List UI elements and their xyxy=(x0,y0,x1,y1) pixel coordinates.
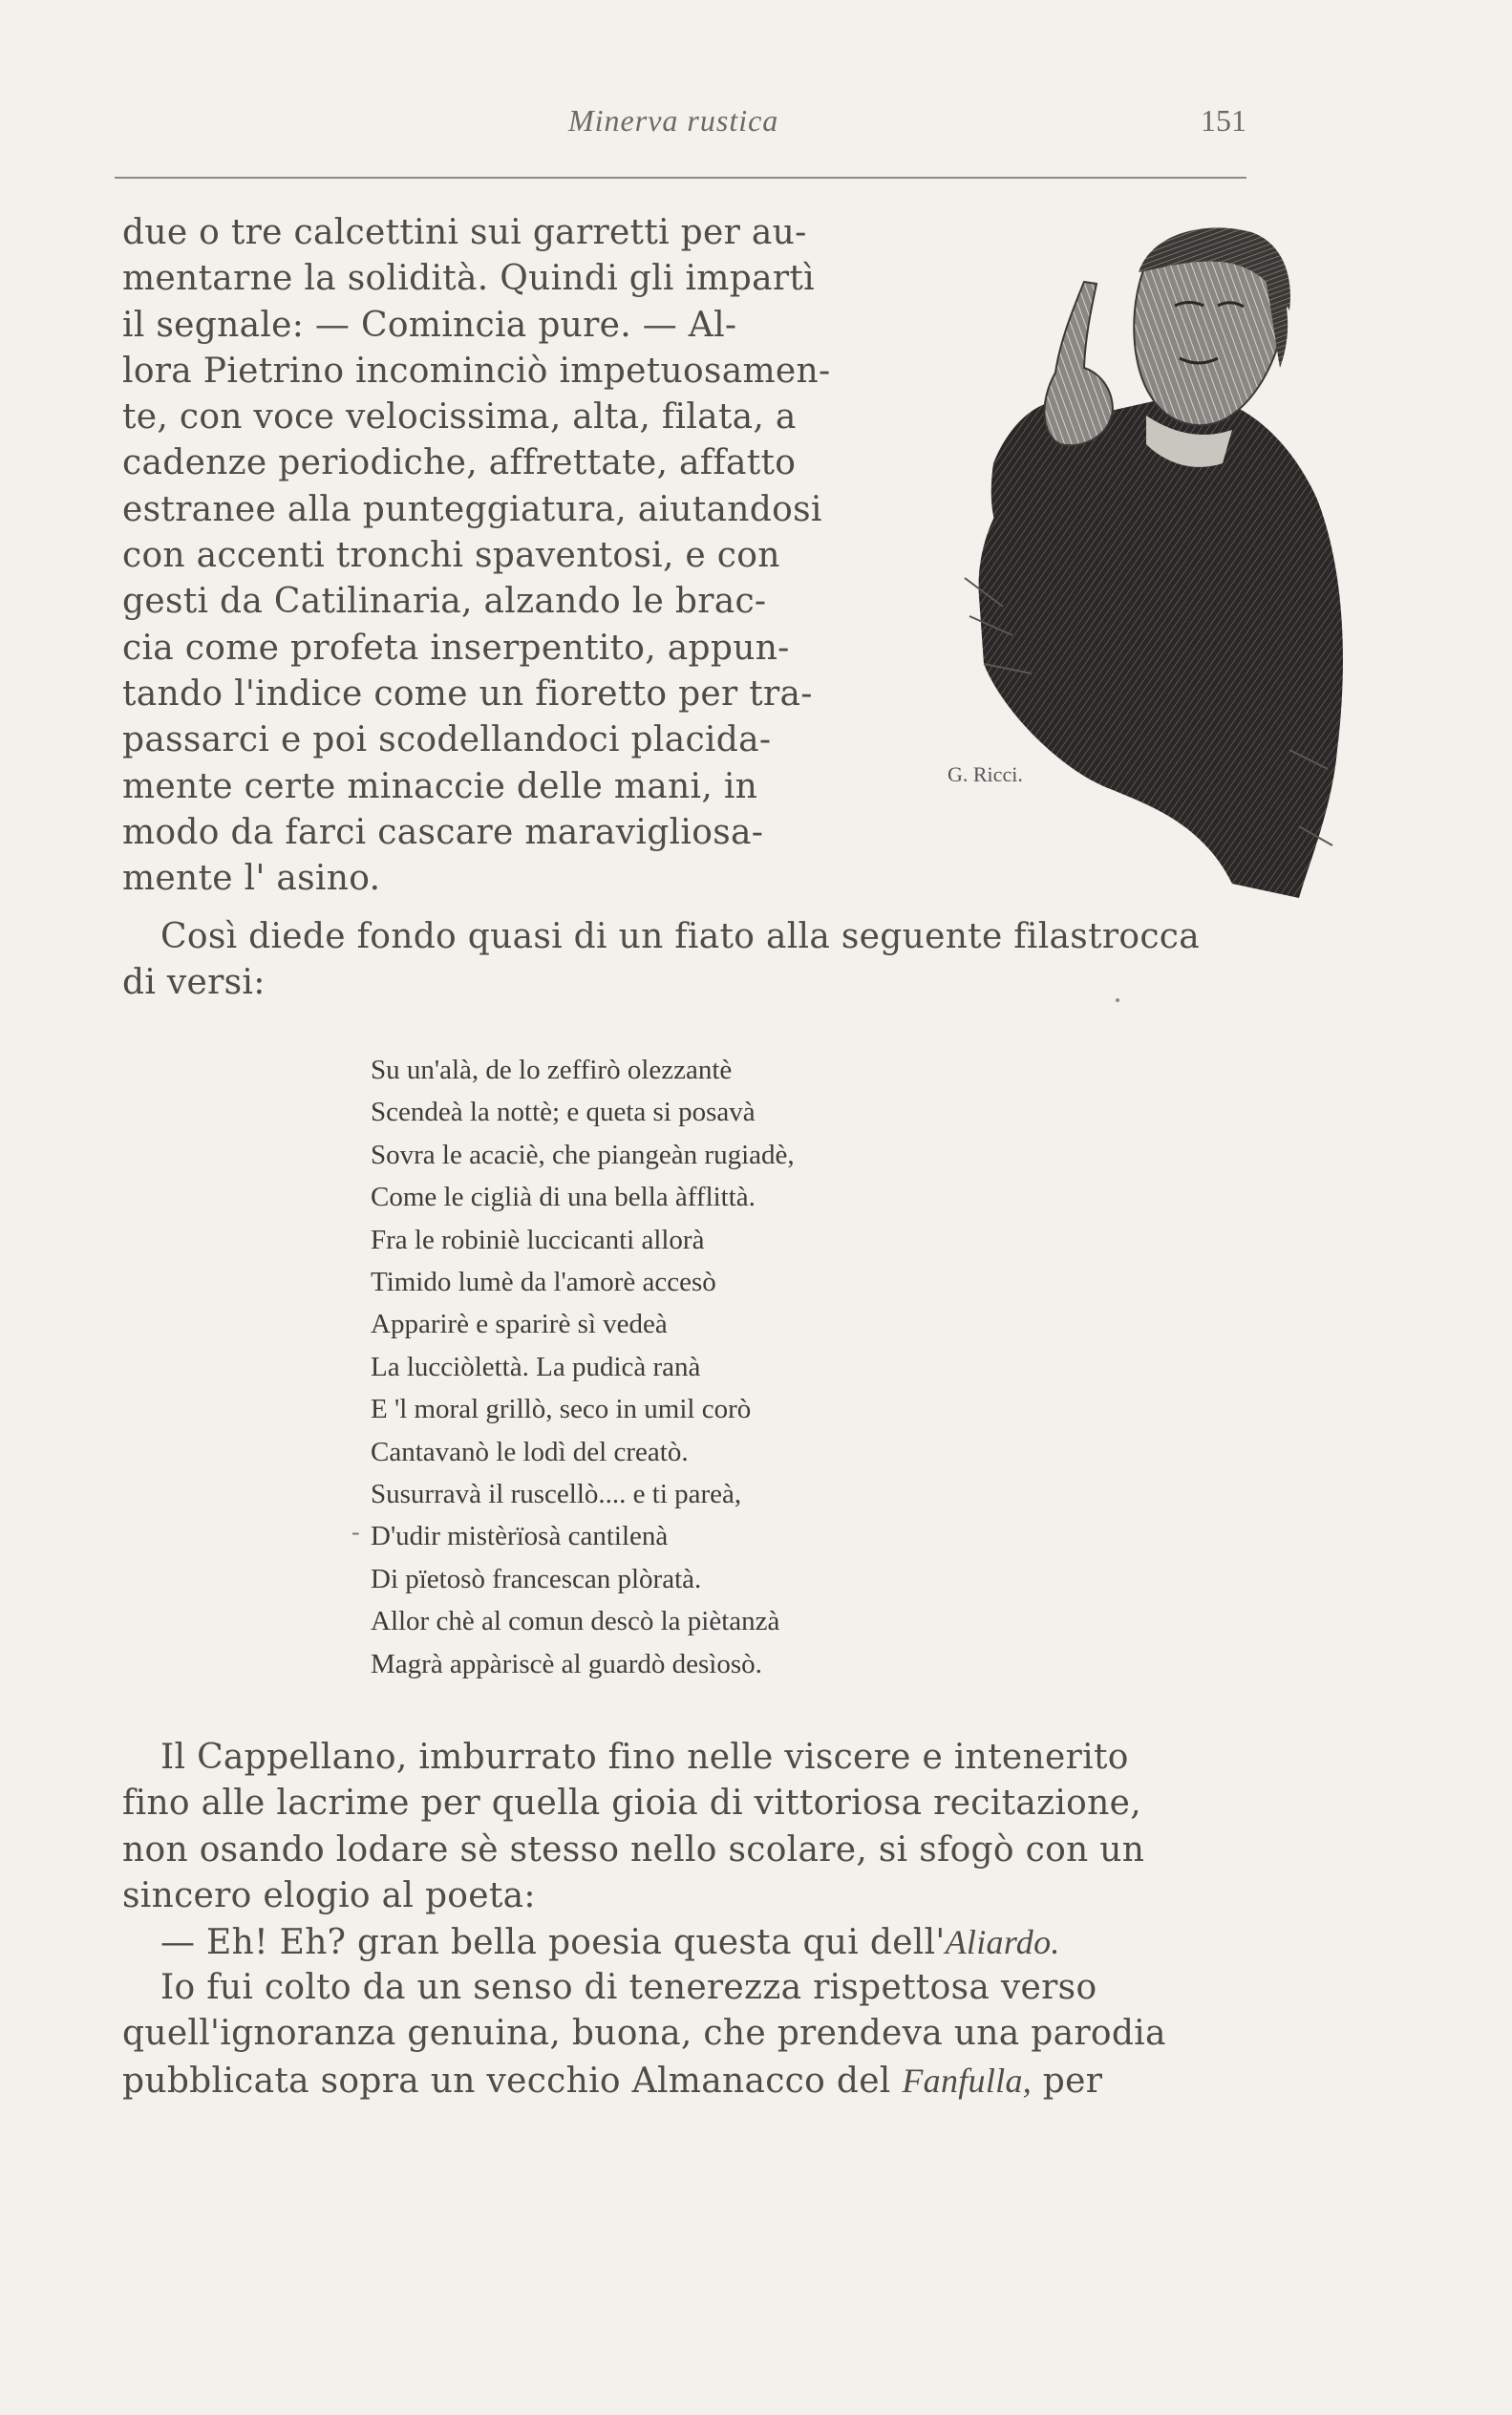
page-header xyxy=(115,103,1246,151)
poem-line: E 'l moral grillò, seco in umil corò xyxy=(371,1394,752,1425)
text-line: mente certe minaccie delle mani, in xyxy=(122,766,758,806)
text-line: Io fui colto da un senso di tenerezza rispettosa verso xyxy=(160,1968,1097,2007)
text-line: tando l'indice come un fioretto per tra- xyxy=(122,673,813,714)
text-line: non osando lodare sè stesso nello scolare, si sfogò con un xyxy=(122,1829,1145,1870)
text-line: passarci e poi scodellandoci placida- xyxy=(122,720,772,760)
poem-line: Apparirè e sparirè sì vedeà xyxy=(371,1309,668,1340)
poem-block xyxy=(371,1049,982,1685)
paragraph-narrator xyxy=(122,1965,1249,2105)
exclamation-text: — Eh! Eh? gran bella poesia questa qui dell' xyxy=(160,1923,946,1962)
paragraph-chaplain xyxy=(122,1735,1249,1919)
text-line: lora Pietrino incominciò impetuosamen- xyxy=(122,351,831,391)
paragraph-exclamation xyxy=(122,1919,1249,1966)
text-line: quell'ignoranza genuina, buona, che prendeva una parodia xyxy=(122,2014,1166,2054)
text-line: te, con voce velocissima, alta, filata, a xyxy=(122,397,797,438)
poem-line: Cantavanò le lodì del creatò. xyxy=(371,1436,689,1467)
last-line-text: pubblicata sopra un vecchio Almanacco del xyxy=(122,2061,903,2101)
text-line: estranee alla punteggiatura, aiutandosi xyxy=(122,489,822,529)
text-line: il segnale: — Comincia pure. — Al- xyxy=(122,305,737,345)
paragraph-narrative xyxy=(122,210,877,902)
header-rule xyxy=(115,177,1246,179)
text-line: cia come profeta inserpentito, appun- xyxy=(122,628,790,668)
poem-line: Susurravà il ruscellò.... e ti pareà, xyxy=(371,1479,742,1510)
last-line-italic: Fanfulla, xyxy=(902,2061,1033,2100)
text-line: cadenze periodiche, affrettate, affatto xyxy=(122,443,797,483)
poem-line: Fra le robiniè luccicanti allorà xyxy=(371,1224,705,1255)
text-line: sincero elogio al poeta: xyxy=(122,1875,536,1915)
poem-line: Allor chè al comun descò la piètanzà xyxy=(371,1606,780,1637)
poem-line: Sovra le acaciè, che piangeàn rugiadè, xyxy=(371,1139,795,1170)
last-line-suffix: per xyxy=(1032,2061,1103,2101)
text-line: con accenti tronchi spaventosi, e con xyxy=(122,536,780,576)
paragraph-intro-verses xyxy=(122,914,1249,1007)
poem-line: Scendeà la nottè; e queta si posavà xyxy=(371,1097,756,1128)
text-line: mente l' asino. xyxy=(122,859,381,899)
illustrator-signature: G. Ricci. xyxy=(948,762,1023,786)
page-number: 151 xyxy=(1201,103,1246,138)
exclamation-italic: Aliardo. xyxy=(945,1923,1060,1961)
poem-line: Magrà appàriscè al guardò desìosò. xyxy=(371,1648,762,1679)
text-line: Il Cappellano, imburrato fino nelle viscere e intenerito xyxy=(160,1738,1129,1777)
text-line xyxy=(122,2058,1249,2105)
text-line: di versi: xyxy=(122,963,266,1003)
text-line: modo da farci cascare maravigliosa- xyxy=(122,812,764,852)
text-line: due o tre calcettini sui garretti per au- xyxy=(122,213,807,252)
text-line: mentarne la solidità. Quindi gli impartì xyxy=(122,259,815,299)
reciting-man-illustration xyxy=(888,215,1404,903)
poem-margin-dash: - xyxy=(351,1518,360,1546)
poem-line: Su un'alà, de lo zeffirò olezzantè xyxy=(371,1055,733,1085)
poem-line: D'udir mistèrïosà cantilenà xyxy=(371,1521,669,1552)
running-title: Minerva rustica xyxy=(568,103,779,138)
text-line: Così diede fondo quasi di un fiato alla seguente filastrocca xyxy=(160,917,1201,956)
poem-line: Come le ciglià di una bella àfflittà. xyxy=(371,1182,756,1213)
poem-line: Timido lumè da l'amorè accesò xyxy=(371,1267,716,1298)
text-line: fino alle lacrime per quella gioia di vittoriosa recitazione, xyxy=(122,1784,1141,1824)
poem-line: Di pïetosò francescan plòratà. xyxy=(371,1563,702,1594)
poem-line: La lucciòlettà. La pudicà ranà xyxy=(371,1351,701,1382)
text-line: gesti da Catilinaria, alzando le brac- xyxy=(122,582,767,622)
text-line xyxy=(122,1919,1249,1966)
